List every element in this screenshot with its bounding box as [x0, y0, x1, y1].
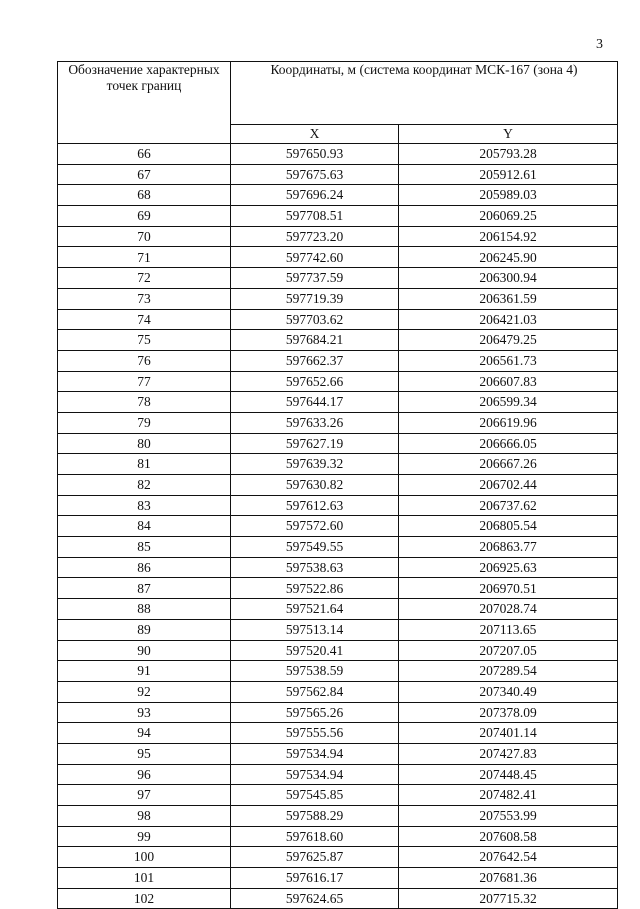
x-coordinate-cell: 597534.94	[231, 764, 399, 785]
y-coordinate-cell: 207427.83	[399, 743, 618, 764]
y-coordinate-cell: 206300.94	[399, 268, 618, 289]
y-coordinate-cell: 206561.73	[399, 350, 618, 371]
y-coordinate-cell: 207028.74	[399, 599, 618, 620]
table-row	[58, 888, 618, 909]
table-row	[58, 640, 618, 661]
point-id-cell: 81	[58, 454, 231, 475]
x-coordinate-cell: 597612.63	[231, 495, 399, 516]
x-coordinate-cell: 597708.51	[231, 206, 399, 227]
point-id-cell: 102	[58, 888, 231, 909]
y-coordinate-cell: 207207.05	[399, 640, 618, 661]
y-coordinate-cell: 206666.05	[399, 433, 618, 454]
x-coordinate-cell: 597520.41	[231, 640, 399, 661]
point-id-cell: 73	[58, 288, 231, 309]
x-coordinate-cell: 597639.32	[231, 454, 399, 475]
x-coordinate-cell: 597562.84	[231, 681, 399, 702]
header-x: X	[231, 125, 399, 144]
table-row	[58, 743, 618, 764]
table-row	[58, 619, 618, 640]
y-coordinate-cell: 206599.34	[399, 392, 618, 413]
table-row	[58, 268, 618, 289]
point-id-cell: 93	[58, 702, 231, 723]
table-row	[58, 723, 618, 744]
y-coordinate-cell: 206805.54	[399, 516, 618, 537]
point-id-cell: 98	[58, 806, 231, 827]
table-row	[58, 371, 618, 392]
page-number: 3	[596, 37, 603, 52]
x-coordinate-cell: 597675.63	[231, 164, 399, 185]
y-coordinate-cell: 206154.92	[399, 226, 618, 247]
point-id-cell: 69	[58, 206, 231, 227]
table-row	[58, 578, 618, 599]
point-id-cell: 83	[58, 495, 231, 516]
table-row	[58, 537, 618, 558]
x-coordinate-cell: 597534.94	[231, 743, 399, 764]
table-row	[58, 495, 618, 516]
x-coordinate-cell: 597624.65	[231, 888, 399, 909]
table-row	[58, 516, 618, 537]
point-id-cell: 66	[58, 144, 231, 165]
point-id-cell: 91	[58, 661, 231, 682]
y-coordinate-cell: 207681.36	[399, 868, 618, 889]
table-row	[58, 764, 618, 785]
y-coordinate-cell: 207482.41	[399, 785, 618, 806]
y-coordinate-cell: 206619.96	[399, 412, 618, 433]
x-coordinate-cell: 597684.21	[231, 330, 399, 351]
point-id-cell: 77	[58, 371, 231, 392]
y-coordinate-cell: 206925.63	[399, 557, 618, 578]
table-row	[58, 661, 618, 682]
point-id-cell: 78	[58, 392, 231, 413]
x-coordinate-cell: 597703.62	[231, 309, 399, 330]
x-coordinate-cell: 597719.39	[231, 288, 399, 309]
x-coordinate-cell: 597742.60	[231, 247, 399, 268]
x-coordinate-cell: 597572.60	[231, 516, 399, 537]
point-id-cell: 70	[58, 226, 231, 247]
point-id-cell: 72	[58, 268, 231, 289]
y-coordinate-cell: 205793.28	[399, 144, 618, 165]
y-coordinate-cell: 207448.45	[399, 764, 618, 785]
table-row	[58, 454, 618, 475]
x-coordinate-cell: 597616.17	[231, 868, 399, 889]
x-coordinate-cell: 597522.86	[231, 578, 399, 599]
table-row	[58, 412, 618, 433]
table-row	[58, 868, 618, 889]
table-row	[58, 330, 618, 351]
y-coordinate-cell: 205989.03	[399, 185, 618, 206]
point-id-cell: 88	[58, 599, 231, 620]
table-row	[58, 785, 618, 806]
point-id-cell: 84	[58, 516, 231, 537]
point-id-cell: 100	[58, 847, 231, 868]
point-id-cell: 71	[58, 247, 231, 268]
table-row	[58, 433, 618, 454]
y-coordinate-cell: 207113.65	[399, 619, 618, 640]
point-id-cell: 94	[58, 723, 231, 744]
table-row	[58, 309, 618, 330]
point-id-cell: 95	[58, 743, 231, 764]
x-coordinate-cell: 597627.19	[231, 433, 399, 454]
point-id-cell: 87	[58, 578, 231, 599]
table-row	[58, 144, 618, 165]
point-id-cell: 68	[58, 185, 231, 206]
y-coordinate-cell: 207715.32	[399, 888, 618, 909]
table-row	[58, 847, 618, 868]
point-id-cell: 92	[58, 681, 231, 702]
point-id-cell: 85	[58, 537, 231, 558]
point-id-cell: 101	[58, 868, 231, 889]
y-coordinate-cell: 206863.77	[399, 537, 618, 558]
point-id-cell: 74	[58, 309, 231, 330]
y-coordinate-cell: 205912.61	[399, 164, 618, 185]
y-coordinate-cell: 206702.44	[399, 475, 618, 496]
point-id-cell: 79	[58, 412, 231, 433]
y-coordinate-cell: 207340.49	[399, 681, 618, 702]
x-coordinate-cell: 597696.24	[231, 185, 399, 206]
y-coordinate-cell: 206361.59	[399, 288, 618, 309]
header-y: Y	[399, 125, 618, 144]
y-coordinate-cell: 206737.62	[399, 495, 618, 516]
table-row	[58, 702, 618, 723]
y-coordinate-cell: 207553.99	[399, 806, 618, 827]
table-row	[58, 557, 618, 578]
point-id-cell: 90	[58, 640, 231, 661]
x-coordinate-cell: 597723.20	[231, 226, 399, 247]
table-row	[58, 164, 618, 185]
x-coordinate-cell: 597549.55	[231, 537, 399, 558]
x-coordinate-cell: 597555.56	[231, 723, 399, 744]
y-coordinate-cell: 207642.54	[399, 847, 618, 868]
table-row	[58, 806, 618, 827]
y-coordinate-cell: 206970.51	[399, 578, 618, 599]
table-row	[58, 185, 618, 206]
table-row	[58, 475, 618, 496]
x-coordinate-cell: 597644.17	[231, 392, 399, 413]
x-coordinate-cell: 597538.59	[231, 661, 399, 682]
x-coordinate-cell: 597545.85	[231, 785, 399, 806]
y-coordinate-cell: 206607.83	[399, 371, 618, 392]
y-coordinate-cell: 207289.54	[399, 661, 618, 682]
header-coordinates: Координаты, м (система координат МСК-167 (зона 4)	[231, 62, 618, 125]
table-header-row	[58, 62, 618, 125]
point-id-cell: 96	[58, 764, 231, 785]
y-coordinate-cell: 207378.09	[399, 702, 618, 723]
table-row	[58, 392, 618, 413]
table-row	[58, 226, 618, 247]
table-row	[58, 826, 618, 847]
point-id-cell: 89	[58, 619, 231, 640]
table-row	[58, 350, 618, 371]
point-id-cell: 67	[58, 164, 231, 185]
point-id-cell: 76	[58, 350, 231, 371]
x-coordinate-cell: 597618.60	[231, 826, 399, 847]
y-coordinate-cell: 206421.03	[399, 309, 618, 330]
x-coordinate-cell: 597625.87	[231, 847, 399, 868]
x-coordinate-cell: 597737.59	[231, 268, 399, 289]
table-row	[58, 681, 618, 702]
x-coordinate-cell: 597588.29	[231, 806, 399, 827]
table-row	[58, 247, 618, 268]
x-coordinate-cell: 597652.66	[231, 371, 399, 392]
y-coordinate-cell: 206667.26	[399, 454, 618, 475]
y-coordinate-cell: 207401.14	[399, 723, 618, 744]
x-coordinate-cell: 597538.63	[231, 557, 399, 578]
point-id-cell: 97	[58, 785, 231, 806]
header-point-designation: Обозначение характерных точек границ	[58, 62, 231, 144]
y-coordinate-cell: 206245.90	[399, 247, 618, 268]
x-coordinate-cell: 597521.64	[231, 599, 399, 620]
y-coordinate-cell: 207608.58	[399, 826, 618, 847]
x-coordinate-cell: 597650.93	[231, 144, 399, 165]
x-coordinate-cell: 597662.37	[231, 350, 399, 371]
y-coordinate-cell: 206069.25	[399, 206, 618, 227]
x-coordinate-cell: 597633.26	[231, 412, 399, 433]
table-row	[58, 206, 618, 227]
point-id-cell: 80	[58, 433, 231, 454]
table-row	[58, 288, 618, 309]
y-coordinate-cell: 206479.25	[399, 330, 618, 351]
x-coordinate-cell: 597630.82	[231, 475, 399, 496]
point-id-cell: 99	[58, 826, 231, 847]
x-coordinate-cell: 597513.14	[231, 619, 399, 640]
table-row	[58, 599, 618, 620]
point-id-cell: 75	[58, 330, 231, 351]
x-coordinate-cell: 597565.26	[231, 702, 399, 723]
point-id-cell: 82	[58, 475, 231, 496]
table-body	[58, 144, 618, 909]
coordinates-table	[57, 61, 618, 909]
point-id-cell: 86	[58, 557, 231, 578]
